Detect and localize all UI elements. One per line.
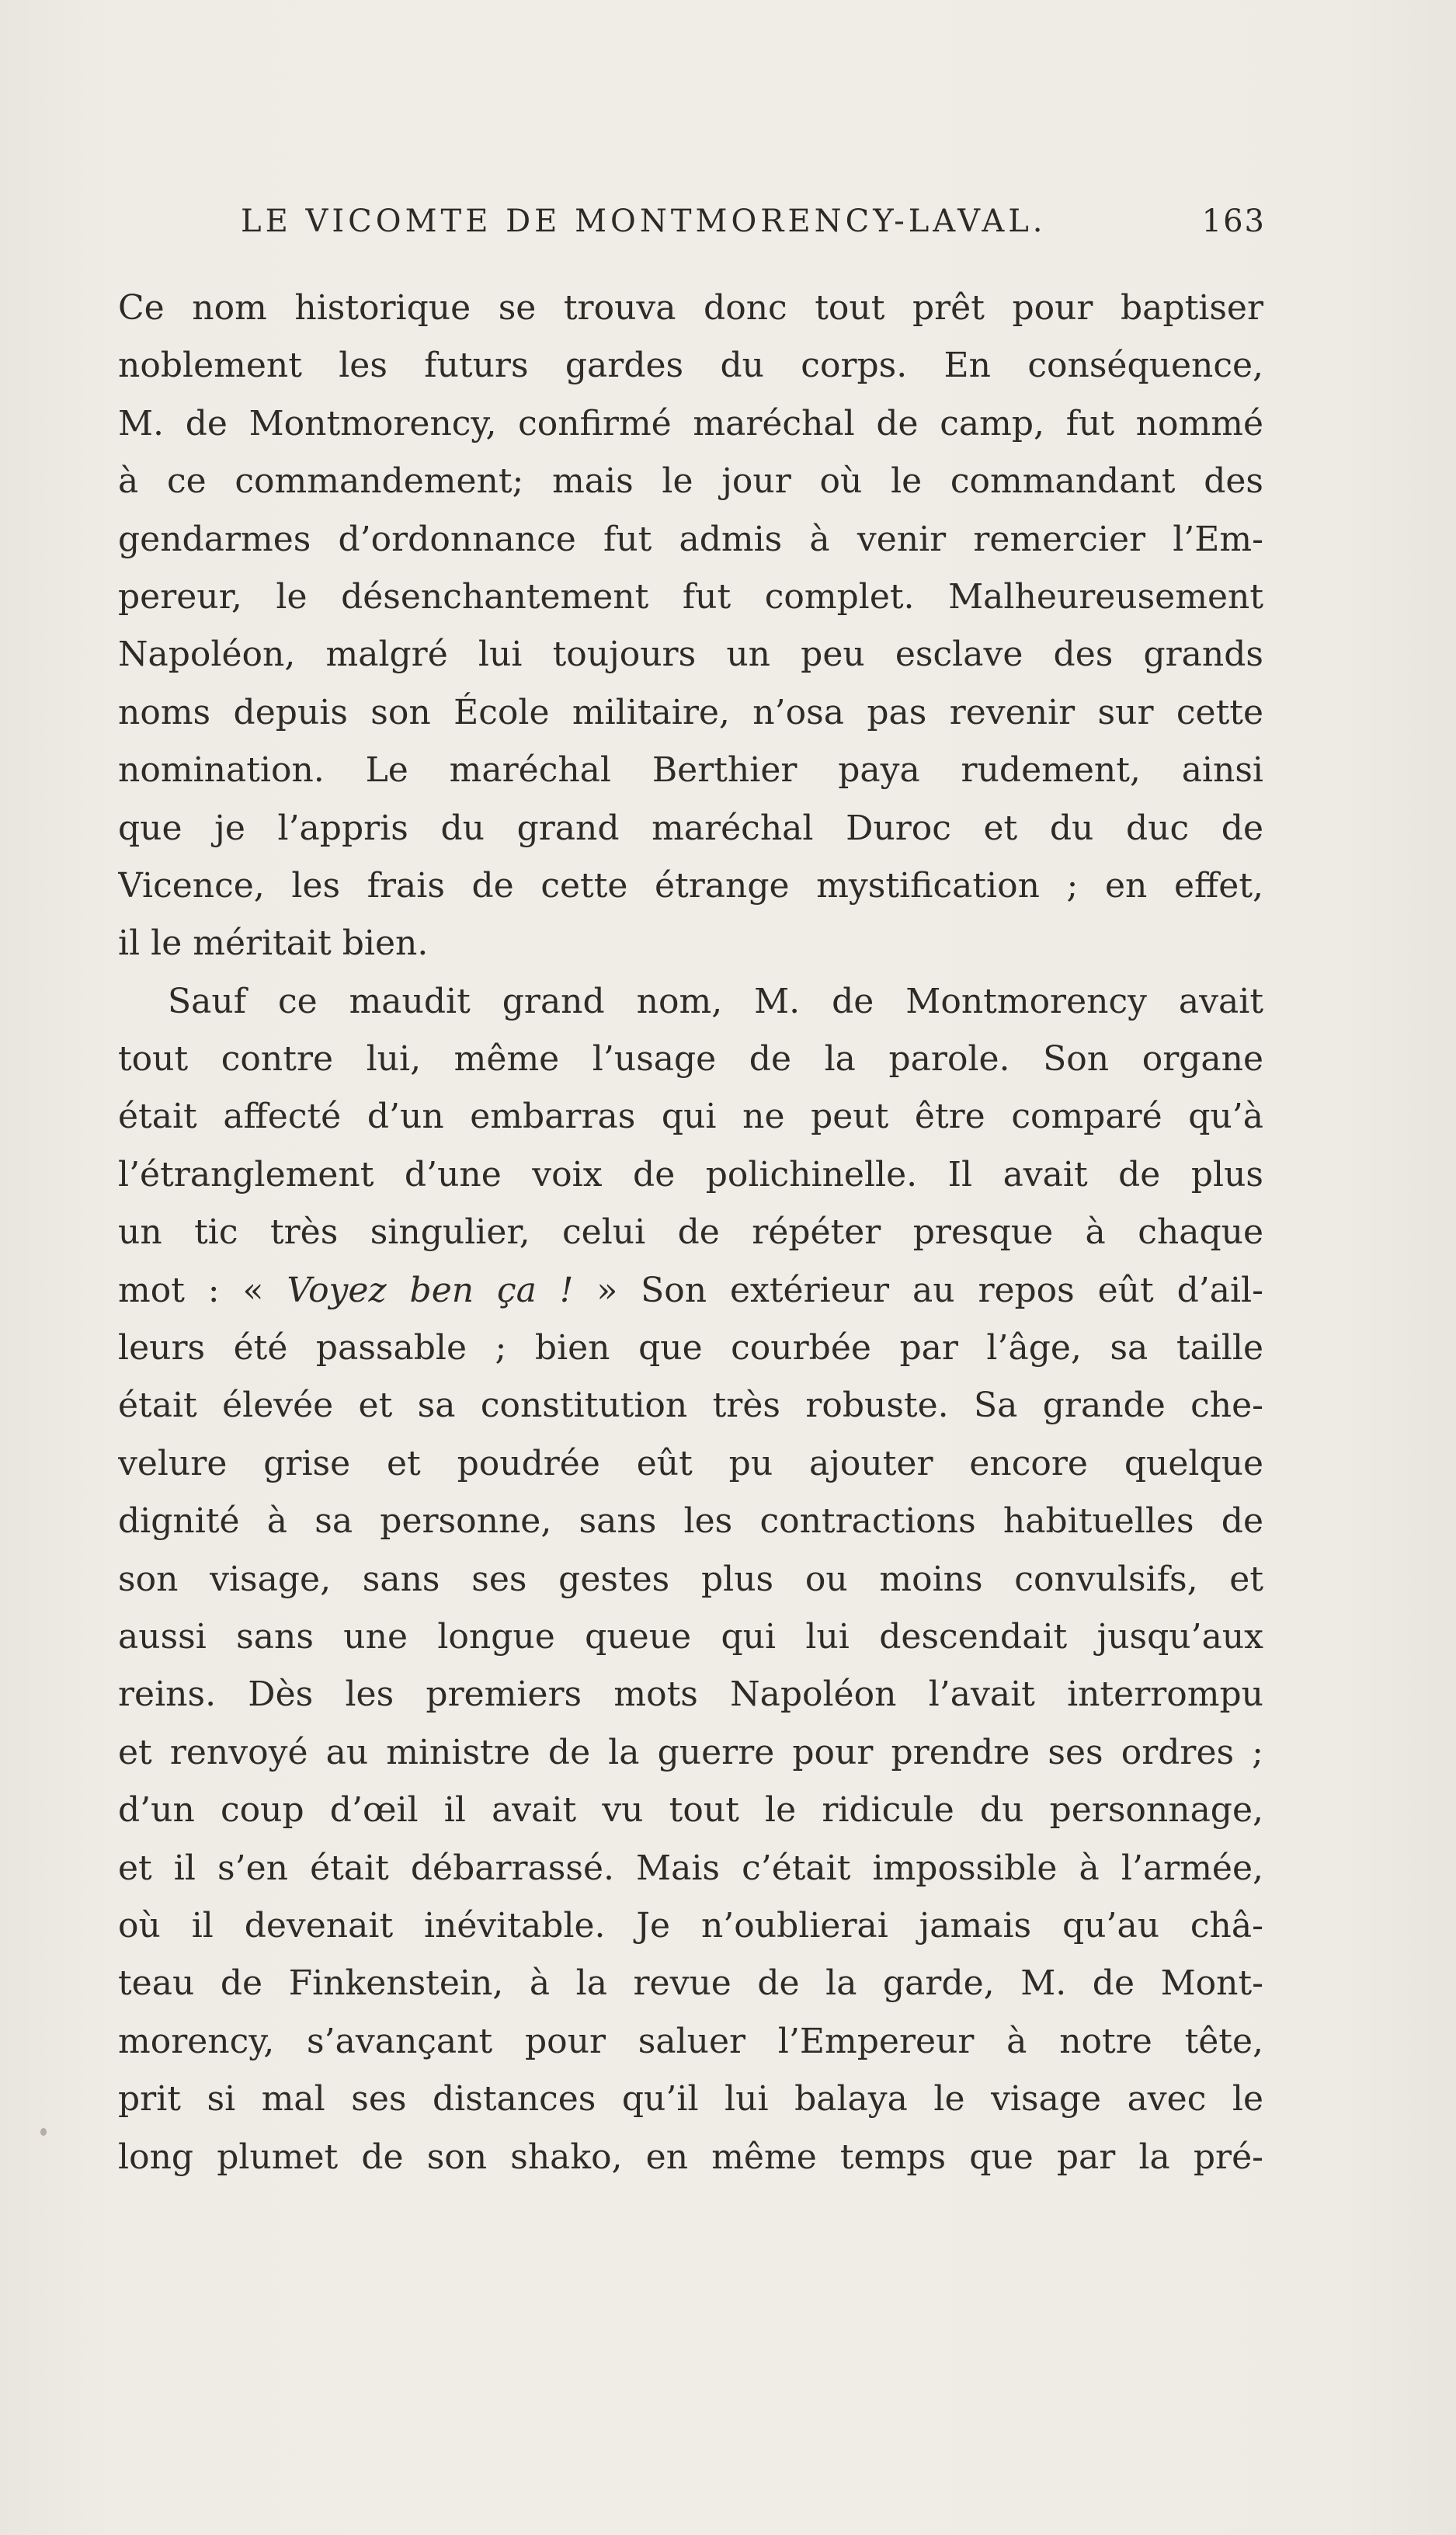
text-line: dignité à sa personne, sans les contractions habituelles de (118, 1501, 1263, 1542)
text-line: à ce commandement; mais le jour où le commandant des (118, 461, 1263, 502)
quoted-phrase: Voyez ben ça ! (287, 1270, 574, 1310)
text-line: et il s’en était débarrassé. Mais c’était impossible à l’armée, (118, 1848, 1263, 1888)
text-line: velure grise et poudrée eût pu ajouter encore quelque (118, 1443, 1263, 1483)
text-line: un tic très singulier, celui de répéter presque à chaque (118, 1212, 1263, 1253)
text-line: pereur, le désenchantement fut complet. Malheureusement (118, 576, 1263, 617)
page-number: 163 (1201, 203, 1266, 239)
quote-close-text: » Son extérieur au repos eût d’ail- (573, 1270, 1263, 1310)
text-line: long plumet de son shako, en même temps que par la pré- (118, 2137, 1263, 2177)
text-line: d’un coup d’œil il avait vu tout le ridicule du personnage, (118, 1790, 1263, 1831)
text-line: il le méritait bien. (118, 923, 429, 964)
text-line: noms depuis son École militaire, n’osa pas revenir sur cette (118, 692, 1263, 732)
text-line: où il devenait inévitable. Je n’oublierai jamais qu’au châ- (118, 1905, 1263, 1946)
paragraph-first-line: Sauf ce maudit grand nom, M. de Montmorency avait (168, 981, 1263, 1021)
text-line: aussi sans une longue queue qui lui descendait jusqu’aux (118, 1616, 1263, 1657)
text-line: Vicence, les frais de cette étrange mystification ; en effet, (118, 865, 1263, 906)
quote-open: mot : « (118, 1270, 287, 1310)
text-line: que je l’appris du grand maréchal Duroc et du duc de (118, 808, 1263, 848)
text-line: gendarmes d’ordonnance fut admis à venir remercier l’Em- (118, 519, 1263, 559)
text-line: tout contre lui, même l’usage de la parole. Son organe (118, 1039, 1263, 1080)
text-line: était élevée et sa constitution très robuste. Sa grande che- (118, 1386, 1263, 1426)
text-line: prit si mal ses distances qu’il lui balaya le visage avec le (118, 2079, 1263, 2119)
running-header (241, 203, 1266, 253)
text-line: morency, s’avançant pour saluer l’Empereur à notre tête, (118, 2021, 1263, 2061)
running-title: LE VICOMTE DE MONTMORENCY-LAVAL. (241, 203, 1047, 239)
text-line: M. de Montmorency, confirmé maréchal de camp, fut nommé (118, 403, 1263, 443)
text-line: Napoléon, malgré lui toujours un peu esclave des grands (118, 635, 1263, 675)
text-line-with-quote (118, 1262, 1263, 1320)
text-line: l’étranglement d’une voix de polichinelle. Il avait de plus (118, 1154, 1263, 1194)
text-line: son visage, sans ses gestes plus ou moins convulsifs, et (118, 1559, 1263, 1599)
text-line: leurs été passable ; bien que courbée par l’âge, sa taille (118, 1328, 1263, 1368)
text-line: était affecté d’un embarras qui ne peut être comparé qu’à (118, 1097, 1263, 1137)
text-line: Ce nom historique se trouva donc tout prêt pour baptiser (118, 288, 1263, 328)
text-line: noblement les futurs gardes du corps. En conséquence, (118, 346, 1263, 386)
body-text (118, 280, 1263, 2186)
text-line: teau de Finkenstein, à la revue de la garde, M. de Mont- (118, 1963, 1263, 2004)
text-line: nomination. Le maréchal Berthier paya rudement, ainsi (118, 750, 1263, 791)
text-line: et renvoyé au ministre de la guerre pour prendre ses ordres ; (118, 1732, 1263, 1772)
text-line: reins. Dès les premiers mots Napoléon l’avait interrompu (118, 1674, 1263, 1715)
margin-speck (40, 2128, 47, 2136)
